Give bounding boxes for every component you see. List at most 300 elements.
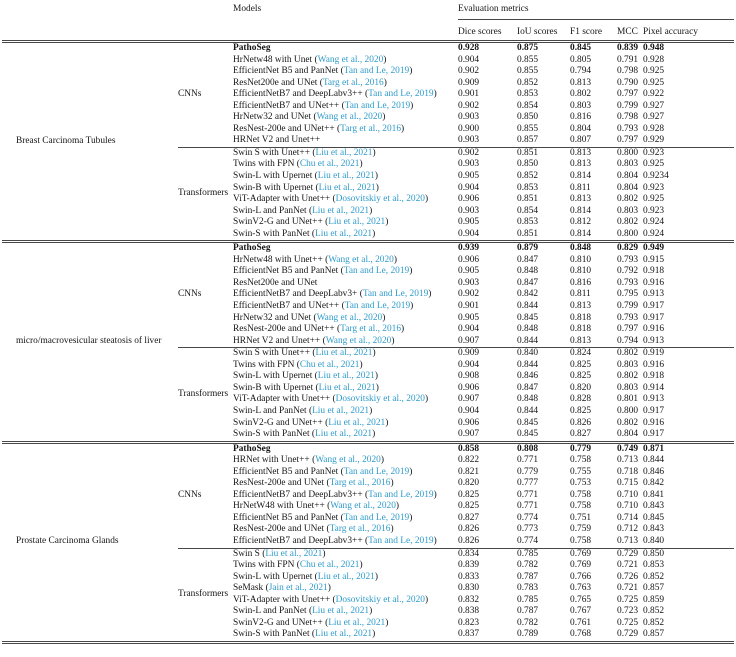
metric-value: 0.905	[458, 217, 480, 228]
metric-value: 0.9234	[643, 171, 669, 182]
metric-value: 0.917	[643, 312, 665, 323]
table-row	[2, 242, 734, 255]
metric-value: 0.854	[517, 205, 539, 216]
metric-value: 0.761	[570, 617, 592, 628]
metric-value: 0.907	[458, 394, 480, 405]
metric-column-header: F1 score	[570, 20, 617, 42]
metric-value: 0.785	[517, 548, 570, 560]
header-spacer	[233, 20, 458, 42]
metric-value: 0.908	[458, 371, 480, 382]
citation-link[interactable]: Wang et al., 2020	[316, 312, 383, 323]
metric-value: 0.850	[643, 548, 734, 560]
citation-link[interactable]: Targ et al., 2016	[340, 123, 402, 134]
metric-value: 0.913	[643, 394, 665, 405]
citation-link[interactable]: Tan and Le, 2019	[343, 266, 410, 277]
metric-value: 0.850	[517, 159, 539, 170]
group-label: Breast Carcinoma Tubules	[2, 42, 178, 242]
metric-value: 0.805	[570, 54, 592, 65]
metric-value: 0.927	[643, 100, 665, 111]
metric-value: 0.903	[458, 135, 480, 146]
citation-link[interactable]: Chu et al., 2021	[299, 560, 360, 571]
metric-value: 0.913	[643, 335, 665, 346]
metric-value: 0.713	[617, 455, 639, 466]
citation-link[interactable]: Tan and Le, 2019	[344, 100, 411, 111]
metric-value: 0.793	[617, 312, 639, 323]
metric-value: 0.718	[617, 466, 639, 477]
metric-value: 0.919	[643, 348, 734, 360]
metric-value: 0.811	[570, 289, 591, 300]
model-name: EfficientNet B5 and PanNet (Tan and Le, 2019)	[233, 266, 413, 277]
metric-value: 0.846	[643, 466, 665, 477]
citation-link[interactable]: Wang et al., 2020	[330, 501, 396, 512]
metric-value: 0.854	[517, 100, 539, 111]
citation-link[interactable]: Liu et al., 2021	[265, 548, 323, 559]
citation-link[interactable]: Liu et al., 2021	[317, 171, 375, 182]
citation-link[interactable]: Wang et al., 2020	[316, 112, 383, 123]
citation-link[interactable]: Tan and Le, 2019	[344, 301, 411, 312]
metric-value: 0.853	[517, 217, 539, 228]
metric-value: 0.907	[458, 335, 480, 346]
metric-value: 0.845	[570, 43, 592, 53]
model-name: EfficientNetB7 and DeepLabv3++ (Tan and Le, 2019)	[233, 489, 437, 500]
metric-value: 0.913	[643, 289, 665, 300]
model-name: EfficientNetB7 and DeepLabv3++ (Tan and Le, 2019)	[233, 89, 437, 100]
metric-value: 0.802	[617, 371, 639, 382]
results-table	[2, 2, 734, 644]
model-name: HrNetw32 and UNet (Wang et al., 2020)	[233, 312, 386, 323]
model-name: ResNest-200e and UNet++ (Targ et al., 2016)	[233, 123, 405, 134]
model-name: EfficientNet B5 and PanNet (Tan and Le, 2019)	[233, 466, 413, 477]
model-name: ResNest-200e and UNet++ (Targ et al., 2016)	[233, 324, 405, 335]
citation-link[interactable]: Liu et al., 2021	[328, 417, 386, 428]
citation-link[interactable]: Dosovitskiy et al., 2020	[335, 594, 425, 605]
metric-value: 0.826	[458, 524, 480, 535]
header-spacer	[178, 2, 233, 20]
metric-value: 0.852	[643, 571, 665, 582]
citation-link[interactable]: Liu et al., 2021	[318, 182, 376, 193]
metric-value: 0.871	[643, 443, 665, 454]
metric-value: 0.853	[517, 89, 539, 100]
metric-value: 0.840	[517, 348, 570, 360]
metric-value: 0.916	[643, 359, 665, 370]
citation-link[interactable]: Wang et al., 2020	[328, 254, 394, 265]
metric-value: 0.795	[617, 289, 639, 300]
model-name: SwinV2-G and UNet++ (Liu et al., 2021)	[233, 217, 389, 228]
model-name: ViT-Adapter with Unet++ (Dosovitskiy et al., 2020)	[233, 394, 429, 405]
citation-link[interactable]: Liu et al., 2021	[315, 147, 373, 158]
metric-value: 0.758	[570, 535, 592, 546]
models-header: Models	[233, 4, 262, 14]
citation-link[interactable]: Wang et al., 2020	[325, 335, 392, 346]
metric-value: 0.844	[517, 405, 539, 416]
model-name: Swin-S with PanNet (Liu et al., 2021)	[233, 629, 458, 642]
model-name: PathoSeg	[233, 243, 271, 254]
metric-value: 0.821	[458, 466, 480, 477]
section-label: Transformers	[178, 348, 233, 442]
metric-value: 0.802	[617, 417, 639, 428]
model-name: ResNet200e and UNet (Targ et al., 2016)	[233, 77, 387, 88]
metric-value: 0.729	[617, 629, 643, 642]
metric-value: 0.725	[617, 617, 639, 628]
metric-value: 0.804	[617, 171, 639, 182]
model-name: Swin-B with Upernet (Liu et al., 2021)	[233, 382, 379, 393]
citation-link[interactable]: Liu et al., 2021	[312, 606, 370, 617]
model-name: EfficientNet B5 and PanNet (Tan and Le, 2019)	[233, 512, 413, 523]
metric-value: 0.794	[617, 335, 639, 346]
model-name: Twins with FPN (Chu et al., 2021)	[233, 560, 363, 571]
model-name: EfficientNetB7 and DeepLabv3+ (Tan and Le, 2019)	[233, 289, 432, 300]
metric-value: 0.820	[570, 382, 592, 393]
metric-value: 0.949	[643, 243, 665, 254]
metric-value: 0.857	[643, 583, 665, 594]
metric-value: 0.804	[617, 182, 639, 193]
metric-value: 0.787	[517, 606, 539, 617]
section-label: CNNs	[178, 89, 202, 100]
metric-column-header: IoU scores	[517, 20, 570, 42]
metric-value: 0.749	[617, 443, 639, 454]
metric-value: 0.818	[570, 324, 592, 335]
metric-value: 0.923	[643, 182, 665, 193]
metric-value: 0.824	[570, 348, 617, 360]
metric-value: 0.853	[517, 182, 539, 193]
model-name: Swin S with Unet++ (Liu et al., 2021)	[233, 147, 458, 159]
citation-link[interactable]: Jain et al., 2021	[268, 583, 328, 594]
eval-metrics-header: Evaluation metrics	[458, 2, 734, 20]
metric-value: 0.925	[643, 66, 665, 77]
citation-link[interactable]: Liu et al., 2021	[328, 217, 386, 228]
metric-column-header: Dice scores	[458, 20, 517, 42]
section-label: CNNs	[178, 289, 202, 300]
metric-value: 0.903	[458, 205, 480, 216]
metric-value: 0.765	[570, 594, 592, 605]
metric-value: 0.810	[570, 254, 592, 265]
citation-link[interactable]: Liu et al., 2021	[312, 405, 370, 416]
metric-value: 0.812	[570, 217, 592, 228]
metric-value: 0.713	[617, 535, 639, 546]
metric-value: 0.904	[458, 182, 480, 193]
metric-value: 0.785	[517, 594, 539, 605]
metric-value: 0.928	[458, 43, 480, 53]
model-name: Swin-L with Upernet (Liu et al., 2021)	[233, 171, 378, 182]
metric-value: 0.753	[570, 478, 592, 489]
metric-value: 0.768	[570, 629, 617, 642]
metric-value: 0.852	[517, 77, 539, 88]
metric-value: 0.904	[458, 405, 480, 416]
metric-value: 0.916	[643, 277, 665, 288]
metric-value: 0.844	[517, 335, 539, 346]
metric-value: 0.782	[517, 560, 539, 571]
metric-value: 0.827	[458, 512, 480, 523]
metric-value: 0.813	[570, 147, 617, 159]
group-label: micro/macrovesicular steatosis of liver	[2, 242, 178, 442]
citation-link[interactable]: Liu et al., 2021	[315, 629, 373, 640]
metric-value: 0.797	[617, 324, 639, 335]
metric-value: 0.791	[617, 54, 639, 65]
metric-value: 0.793	[617, 254, 639, 265]
model-name: ViT-Adapter with Unet++ (Dosovitskiy et al., 2020)	[233, 194, 429, 205]
metric-value: 0.758	[570, 489, 592, 500]
metric-value: 0.923	[643, 147, 734, 159]
model-name: Swin S with Unet++ (Liu et al., 2021)	[233, 348, 458, 360]
metric-value: 0.829	[617, 243, 639, 254]
metric-value: 0.917	[643, 429, 734, 442]
metric-value: 0.843	[643, 524, 665, 535]
metric-value: 0.783	[517, 583, 539, 594]
header-spacer	[178, 20, 233, 42]
metric-value: 0.903	[458, 277, 480, 288]
model-name: HRNet with Unet++ (Wang et al., 2020)	[233, 455, 384, 466]
metric-value: 0.771	[517, 501, 539, 512]
metric-value: 0.848	[517, 266, 539, 277]
citation-link[interactable]: Wang et al., 2020	[315, 455, 381, 466]
metric-value: 0.857	[517, 135, 539, 146]
citation-link[interactable]: Liu et al., 2021	[318, 382, 376, 393]
metric-value: 0.902	[458, 147, 517, 159]
metric-value: 0.758	[570, 455, 592, 466]
metric-value: 0.844	[643, 455, 665, 466]
citation-link[interactable]: Tan and Le, 2019	[343, 66, 410, 77]
metric-value: 0.838	[458, 606, 480, 617]
metric-column-header: Pixel accuracy	[643, 20, 734, 42]
metric-value: 0.803	[617, 159, 639, 170]
citation-link[interactable]: Targ et al., 2016	[329, 524, 391, 535]
metric-value: 0.925	[643, 77, 665, 88]
metric-value: 0.810	[570, 266, 592, 277]
metric-value: 0.847	[517, 277, 539, 288]
metric-value: 0.710	[617, 501, 639, 512]
citation-link[interactable]: Dosovitskiy et al., 2020	[335, 194, 425, 205]
metric-value: 0.915	[643, 254, 665, 265]
metric-value: 0.803	[617, 359, 639, 370]
metric-value: 0.759	[570, 524, 592, 535]
citation-link[interactable]: Wang et al., 2020	[317, 54, 384, 65]
metric-value: 0.782	[517, 617, 539, 628]
metric-value: 0.794	[570, 66, 592, 77]
metric-value: 0.813	[570, 301, 592, 312]
metric-value: 0.804	[570, 123, 592, 134]
metric-value: 0.766	[570, 571, 592, 582]
metric-value: 0.916	[643, 417, 665, 428]
metric-value: 0.905	[458, 312, 480, 323]
metric-value: 0.922	[643, 89, 665, 100]
metric-value: 0.909	[458, 348, 517, 360]
metric-value: 0.725	[617, 594, 639, 605]
metric-value: 0.823	[458, 617, 480, 628]
metric-value: 0.851	[517, 229, 570, 242]
model-name: Swin-S with PanNet (Liu et al., 2021)	[233, 429, 458, 442]
citation-link[interactable]: Targ et al., 2016	[340, 324, 402, 335]
model-name: SeMask (Jain et al., 2021)	[233, 583, 331, 594]
metric-value: 0.825	[458, 501, 480, 512]
citation-link[interactable]: Liu et al., 2021	[315, 228, 373, 239]
header-spacer	[2, 2, 178, 20]
metric-value: 0.845	[517, 429, 570, 442]
metric-value: 0.847	[517, 254, 539, 265]
metric-value: 0.900	[458, 123, 480, 134]
metric-value: 0.797	[617, 135, 639, 146]
citation-link[interactable]: Liu et al., 2021	[315, 429, 373, 440]
model-name: HrNetw48 with Unet++ (Wang et al., 2020)	[233, 254, 397, 265]
metric-value: 0.729	[617, 548, 643, 560]
group-label: Prostate Carcinoma Glands	[2, 442, 178, 642]
metric-value: 0.827	[570, 429, 617, 442]
metric-value: 0.848	[517, 394, 539, 405]
metric-value: 0.841	[643, 489, 665, 500]
citation-link[interactable]: Liu et al., 2021	[312, 205, 370, 216]
metric-value: 0.855	[517, 66, 539, 77]
model-name: ResNest-200e and UNet (Targ et al., 2016)	[233, 524, 394, 535]
metric-value: 0.825	[570, 405, 592, 416]
model-name: ResNet200e and UNet	[233, 277, 318, 288]
metric-value: 0.798	[617, 112, 639, 123]
metric-value: 0.832	[458, 594, 480, 605]
model-name: Swin-L with Upernet (Liu et al., 2021)	[233, 371, 378, 382]
metric-value: 0.826	[570, 417, 592, 428]
metric-value: 0.851	[517, 147, 570, 159]
metric-value: 0.852	[643, 606, 665, 617]
metric-value: 0.929	[643, 135, 665, 146]
metric-value: 0.901	[458, 89, 480, 100]
citation-link[interactable]: Liu et al., 2021	[317, 371, 375, 382]
metric-value: 0.855	[517, 54, 539, 65]
metric-value: 0.807	[570, 135, 592, 146]
model-name: PathoSeg	[233, 43, 271, 53]
metric-value: 0.820	[458, 478, 480, 489]
model-name: ViT-Adapter with Unet++ (Dosovitskiy et al., 2020)	[233, 594, 429, 605]
metric-value: 0.803	[570, 100, 592, 111]
model-name: HrNetW48 with Unet++ (Wang et al., 2020)	[233, 501, 400, 512]
metric-value: 0.816	[570, 277, 592, 288]
metric-value: 0.803	[617, 205, 639, 216]
model-name: PathoSeg	[233, 443, 271, 454]
citation-link[interactable]: Liu et al., 2021	[328, 617, 386, 628]
citation-link[interactable]: Tan and Le, 2019	[343, 512, 410, 523]
table-row	[2, 442, 734, 455]
metric-value: 0.726	[617, 571, 639, 582]
citation-link[interactable]: Dosovitskiy et al., 2020	[335, 394, 425, 405]
metric-value: 0.797	[617, 89, 639, 100]
model-name: Twins with FPN (Chu et al., 2021)	[233, 159, 363, 170]
model-name: Swin S (Liu et al., 2021)	[233, 548, 458, 560]
metric-value: 0.814	[570, 171, 592, 182]
metric-value: 0.779	[570, 443, 592, 454]
citation-link[interactable]: Tan and Le, 2019	[368, 489, 434, 500]
metric-value: 0.902	[458, 100, 480, 111]
metric-value: 0.721	[617, 560, 639, 571]
metric-value: 0.758	[570, 501, 592, 512]
metric-value: 0.793	[617, 277, 639, 288]
metric-value: 0.779	[517, 466, 539, 477]
metric-value: 0.844	[517, 359, 539, 370]
metric-value: 0.773	[517, 524, 539, 535]
model-name: Swin-B with Upernet (Liu et al., 2021)	[233, 182, 379, 193]
metric-value: 0.714	[617, 512, 639, 523]
metric-value: 0.799	[617, 100, 639, 111]
citation-link[interactable]: Liu et al., 2021	[317, 571, 375, 582]
metric-value: 0.904	[458, 229, 517, 242]
metric-value: 0.927	[643, 112, 665, 123]
metric-value: 0.902	[458, 66, 480, 77]
metric-value: 0.837	[458, 629, 517, 642]
citation-link[interactable]: Chu et al., 2021	[299, 159, 360, 170]
model-name: Swin-L and PanNet (Liu et al., 2021)	[233, 205, 373, 216]
metric-value: 0.858	[458, 443, 480, 454]
metric-value: 0.808	[517, 443, 539, 454]
metric-value: 0.793	[617, 123, 639, 134]
citation-link[interactable]: Tan and Le, 2019	[368, 89, 434, 100]
model-name: HRNet V2 and Unet++ (Wang et al., 2020)	[233, 335, 395, 346]
metric-value: 0.903	[458, 112, 480, 123]
citation-link[interactable]: Tan and Le, 2019	[343, 466, 410, 477]
metric-value: 0.763	[570, 583, 592, 594]
citation-link[interactable]: Tan and Le, 2019	[362, 289, 429, 300]
model-name: Swin-L with Upernet (Liu et al., 2021)	[233, 571, 378, 582]
metric-value: 0.751	[570, 512, 592, 523]
metric-value: 0.787	[517, 571, 539, 582]
table-row	[2, 42, 734, 55]
metric-value: 0.799	[617, 301, 639, 312]
model-name: SwinV2-G and UNet++ (Liu et al., 2021)	[233, 617, 389, 628]
metric-value: 0.802	[617, 194, 639, 205]
metric-value: 0.774	[517, 535, 539, 546]
metric-value: 0.925	[643, 194, 665, 205]
citation-link[interactable]: Chu et al., 2021	[299, 359, 360, 370]
metric-value: 0.855	[517, 123, 539, 134]
metric-value: 0.901	[458, 301, 480, 312]
metric-value: 0.800	[617, 229, 643, 242]
metric-value: 0.813	[570, 159, 592, 170]
metric-value: 0.848	[517, 324, 539, 335]
metric-value: 0.928	[643, 123, 665, 134]
table-body	[2, 42, 734, 643]
metric-value: 0.918	[643, 266, 665, 277]
citation-link[interactable]: Targ et al., 2016	[322, 77, 384, 88]
metric-value: 0.792	[617, 266, 639, 277]
metric-value: 0.839	[458, 560, 480, 571]
section-label: CNNs	[178, 489, 202, 500]
metric-value: 0.857	[643, 629, 734, 642]
metric-value: 0.917	[643, 301, 665, 312]
metric-value: 0.798	[617, 66, 639, 77]
metric-value: 0.851	[517, 194, 539, 205]
model-name: EfficientNetB7 and UNet++ (Tan and Le, 2019)	[233, 301, 414, 312]
citation-link[interactable]: Liu et al., 2021	[315, 348, 373, 359]
metric-value: 0.804	[617, 429, 643, 442]
metric-value: 0.904	[458, 324, 480, 335]
metric-value: 0.818	[570, 312, 592, 323]
metric-value: 0.918	[643, 371, 665, 382]
citation-link[interactable]: Targ et al., 2016	[329, 478, 391, 489]
header-row-top	[2, 2, 734, 20]
metric-value: 0.755	[570, 466, 592, 477]
metric-value: 0.845	[643, 512, 665, 523]
metric-value: 0.845	[517, 417, 539, 428]
metric-value: 0.923	[643, 205, 665, 216]
metric-value: 0.839	[617, 43, 639, 53]
citation-link[interactable]: Tan and Le, 2019	[368, 535, 434, 546]
metric-value: 0.906	[458, 254, 480, 265]
metric-value: 0.816	[570, 112, 592, 123]
metric-value: 0.789	[517, 629, 570, 642]
metric-value: 0.928	[643, 54, 665, 65]
metric-value: 0.845	[517, 312, 539, 323]
metric-value: 0.902	[458, 289, 480, 300]
metric-value: 0.715	[617, 478, 639, 489]
model-name: Swin-L and PanNet (Liu et al., 2021)	[233, 606, 373, 617]
section-label: Transformers	[178, 548, 233, 642]
metric-value: 0.906	[458, 417, 480, 428]
metric-value: 0.802	[570, 89, 592, 100]
